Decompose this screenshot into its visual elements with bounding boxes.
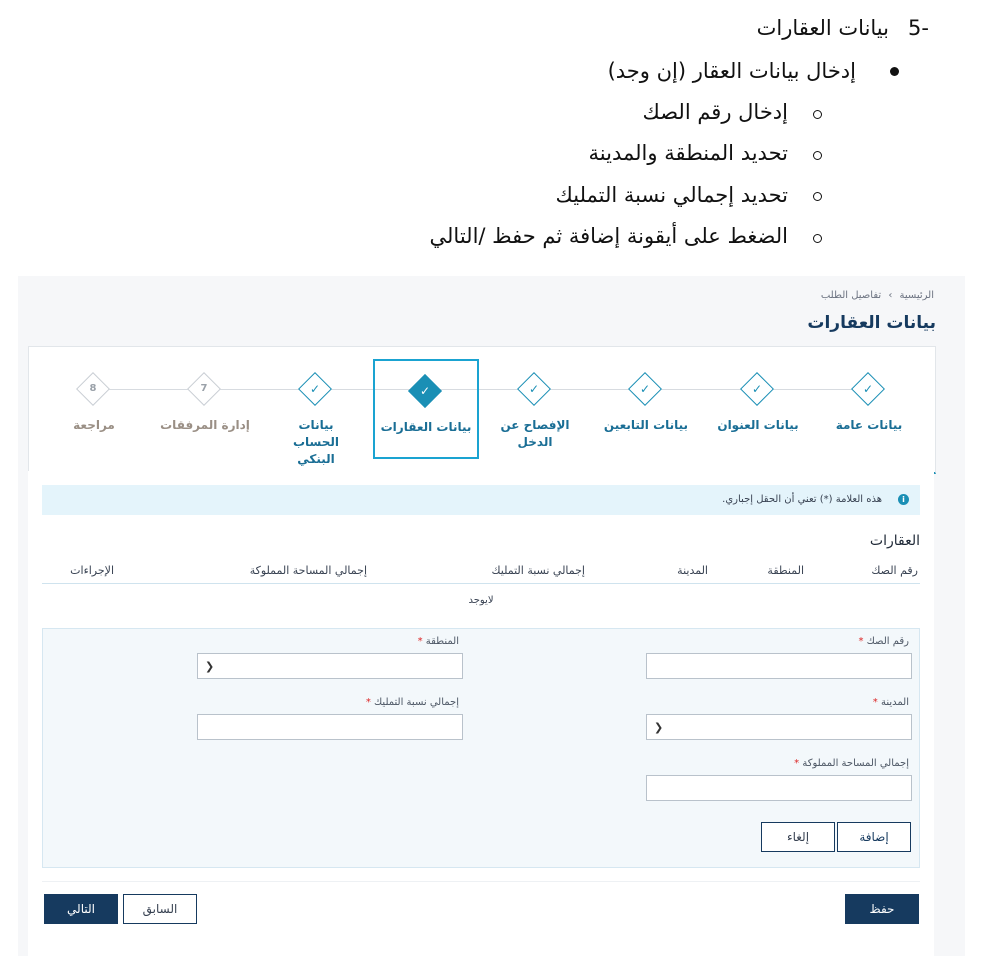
instructions-sub-item: تحديد المنطقة والمدينة bbox=[588, 141, 788, 165]
instructions-sub-item: إدخال رقم الصك bbox=[642, 100, 788, 124]
step-review[interactable] bbox=[41, 357, 147, 467]
owned-area-field[interactable] bbox=[646, 775, 912, 801]
region-select[interactable] bbox=[197, 653, 463, 679]
info-text: هذه العلامة (*) تعني أن الحقل إجباري. bbox=[722, 494, 882, 505]
breadcrumb-current: تفاصيل الطلب bbox=[820, 290, 882, 301]
bullet-ring-icon bbox=[813, 234, 822, 243]
step-number: 7 bbox=[200, 383, 208, 394]
footer-divider bbox=[42, 881, 920, 882]
step-bank-account[interactable] bbox=[263, 357, 369, 467]
step-label: بيانات العقارات bbox=[380, 420, 472, 434]
step-label: بيانات العنوان bbox=[717, 418, 799, 432]
column-city: المدينة bbox=[677, 564, 708, 577]
step-label: بيانات التابعين bbox=[603, 418, 689, 432]
cancel-button[interactable]: إلغاء bbox=[761, 822, 835, 852]
column-region: المنطقة bbox=[767, 564, 804, 577]
step-general-info[interactable] bbox=[816, 357, 922, 467]
info-banner bbox=[42, 485, 920, 515]
step-properties[interactable] bbox=[373, 359, 479, 459]
step-dependents[interactable] bbox=[593, 357, 699, 467]
step-label: إدارة المرفقات bbox=[160, 418, 250, 432]
ownership-ratio-label: إجمالي نسبة التمليك * bbox=[365, 697, 459, 708]
check-icon: ✓ bbox=[419, 384, 431, 398]
check-icon: ✓ bbox=[751, 382, 763, 396]
check-icon: ✓ bbox=[528, 382, 540, 396]
instructions-sub-item: الضغط على أيقونة إضافة ثم حفظ /التالي bbox=[429, 224, 788, 248]
previous-button[interactable]: السابق bbox=[123, 894, 197, 924]
instructions-heading: بيانات العقارات bbox=[756, 16, 889, 40]
step-label: بيانات عامة bbox=[835, 418, 903, 432]
add-button[interactable]: إضافة bbox=[837, 822, 911, 852]
check-icon: ✓ bbox=[639, 382, 651, 396]
app-screenshot bbox=[18, 276, 965, 956]
step-income-disclosure[interactable] bbox=[482, 357, 588, 467]
instructions-bullet: إدخال بيانات العقار (إن وجد) bbox=[607, 59, 856, 83]
deed-number-label: رقم الصك * bbox=[858, 636, 909, 647]
step-label: بيانات الحساب البنكي bbox=[292, 418, 340, 466]
page-title: بيانات العقارات bbox=[807, 313, 936, 333]
next-button[interactable]: التالي bbox=[44, 894, 118, 924]
bullet-ring-icon bbox=[813, 110, 822, 119]
stepper-card bbox=[28, 346, 936, 474]
owned-area-label: إجمالي المساحة المملوكة * bbox=[794, 758, 909, 769]
column-ownership-ratio: إجمالي نسبة التمليك bbox=[491, 564, 585, 577]
info-icon: i bbox=[898, 494, 909, 505]
properties-panel bbox=[28, 471, 934, 956]
property-form bbox=[42, 628, 920, 868]
check-icon: ✓ bbox=[309, 382, 321, 396]
step-number: 8 bbox=[89, 383, 97, 394]
table-header bbox=[42, 555, 920, 584]
bullet-dot-icon bbox=[890, 67, 899, 76]
chevron-down-icon: ❯ bbox=[205, 660, 215, 673]
instructions-sub-item: تحديد إجمالي نسبة التمليك bbox=[555, 183, 788, 207]
city-select[interactable] bbox=[646, 714, 912, 740]
table-empty-state: لايوجد bbox=[468, 595, 494, 606]
instructions-document bbox=[0, 0, 984, 270]
breadcrumb-home[interactable]: الرئيسية bbox=[899, 290, 934, 301]
chevron-down-icon: ❯ bbox=[654, 721, 664, 734]
column-deed-number: رقم الصك bbox=[871, 564, 918, 577]
save-button[interactable]: حفظ bbox=[845, 894, 919, 924]
column-actions: الإجراءات bbox=[70, 564, 114, 577]
step-attachments[interactable] bbox=[152, 357, 258, 467]
section-title: العقارات bbox=[869, 533, 920, 549]
region-label: المنطقة * bbox=[417, 636, 459, 647]
bullet-ring-icon bbox=[813, 151, 822, 160]
breadcrumb bbox=[819, 290, 936, 301]
step-label: الإفصاح عن الدخل bbox=[500, 418, 570, 449]
step-label: مراجعة bbox=[73, 418, 115, 432]
city-label: المدينة * bbox=[872, 697, 909, 708]
bullet-ring-icon bbox=[813, 192, 822, 201]
breadcrumb-separator: › bbox=[888, 290, 893, 301]
step-address[interactable] bbox=[705, 357, 811, 467]
deed-number-field[interactable] bbox=[646, 653, 912, 679]
instructions-heading-number: -5 bbox=[908, 16, 929, 40]
column-owned-area: إجمالي المساحة المملوكة bbox=[249, 564, 367, 577]
ownership-ratio-field[interactable] bbox=[197, 714, 463, 740]
check-icon: ✓ bbox=[862, 382, 874, 396]
